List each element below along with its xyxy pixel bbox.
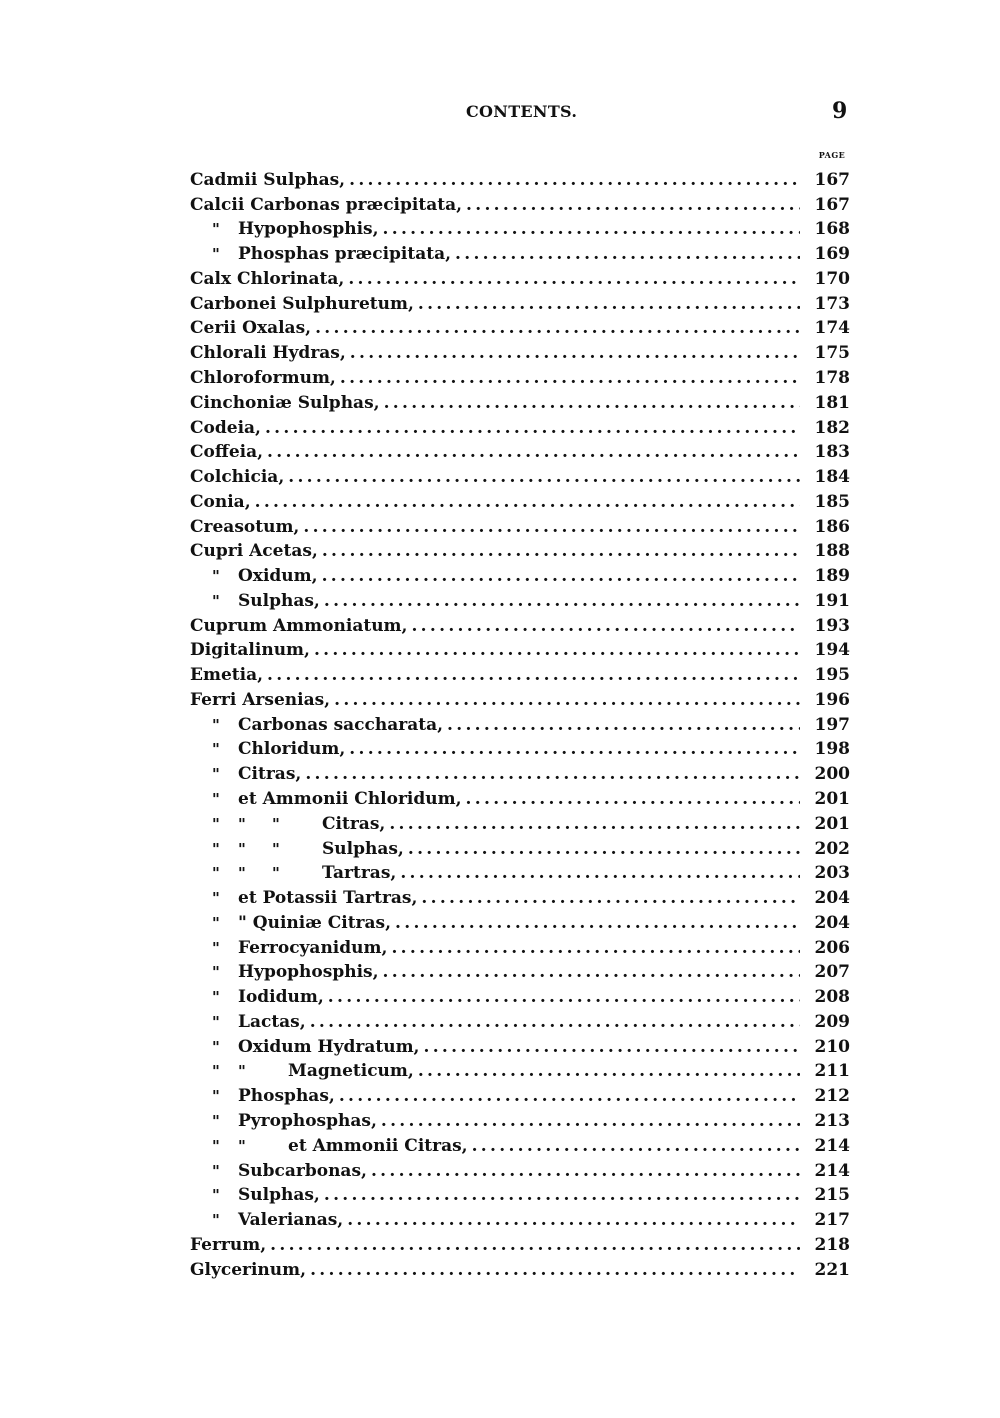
dot-leader (384, 395, 800, 412)
entry-page-number: 167 (814, 194, 850, 215)
contents-entry (190, 1010, 850, 1035)
entry-page-number: 206 (814, 937, 850, 958)
entry-page-number: 182 (814, 417, 850, 438)
entry-page-number: 195 (814, 665, 850, 686)
entry-heading (190, 964, 814, 981)
dot-leader (310, 1014, 800, 1031)
dot-leader (267, 444, 800, 461)
contents-entry (190, 688, 850, 713)
ditto-mark: " (238, 1137, 246, 1155)
entry-title: Subcarbonas, (238, 1162, 367, 1180)
entry-title: Emetia, (190, 667, 264, 685)
ditto-mark: " (212, 1063, 220, 1081)
entry-heading (190, 989, 814, 1006)
entry-page-number: 207 (814, 962, 850, 983)
contents-entry (190, 639, 850, 664)
dot-leader (328, 989, 800, 1006)
entry-title: Pyrophosphas, (238, 1112, 377, 1130)
entry-heading (190, 494, 814, 511)
contents-entry (190, 812, 850, 837)
entry-title: Cupri Acetas, (190, 543, 318, 561)
dot-leader (270, 1237, 800, 1254)
ditto-mark: " (272, 840, 280, 858)
entry-page-number: 218 (814, 1234, 850, 1255)
entry-title: Citras, (322, 815, 386, 833)
ditto-mark: " (212, 766, 220, 784)
entry-title: Glycerinum, (190, 1261, 307, 1279)
entry-title: Carbonas saccharata, (238, 716, 444, 734)
dot-leader (324, 1187, 800, 1204)
entry-page-number: 215 (814, 1185, 850, 1206)
entry-page-number: 202 (814, 838, 850, 859)
contents-entry (190, 366, 850, 391)
ditto-mark: " (272, 815, 280, 833)
dot-leader (347, 1212, 800, 1229)
entry-title: Oxidum Hydratum, (238, 1038, 420, 1056)
entry-heading (190, 1113, 814, 1130)
entry-page-number: 191 (814, 590, 850, 611)
entry-title: Phosphas præcipitata, (238, 246, 452, 264)
entry-page-number: 214 (814, 1135, 850, 1156)
entry-heading (190, 1063, 814, 1080)
dot-leader (466, 197, 800, 214)
dot-leader (418, 1063, 800, 1080)
ditto-mark: " (212, 964, 220, 982)
dot-leader (447, 717, 800, 734)
entry-heading (190, 444, 814, 461)
entry-page-number: 217 (814, 1210, 850, 1231)
dot-leader (348, 271, 800, 288)
page-column-label: PAGE (818, 150, 846, 160)
ditto-mark: " (212, 815, 220, 833)
entry-title: Valerianas, (238, 1212, 344, 1230)
entry-page-number: 204 (814, 888, 850, 909)
ditto-mark: " (212, 989, 220, 1007)
entry-page-number: 181 (814, 392, 850, 413)
entry-title: Tartras, (322, 865, 397, 883)
dot-leader (265, 420, 800, 437)
entry-page-number: 189 (814, 566, 850, 587)
ditto-mark: " (212, 1162, 220, 1180)
page-number: 9 (832, 98, 848, 124)
entry-title: Digitalinum, (190, 642, 310, 660)
entry-heading (190, 271, 814, 288)
entry-heading (190, 890, 814, 907)
dot-leader (400, 865, 800, 882)
entry-heading (190, 345, 814, 362)
entry-title: Phosphas, (238, 1088, 335, 1106)
ditto-mark: " (212, 1013, 220, 1031)
dot-leader (391, 940, 800, 957)
dot-leader (322, 543, 800, 560)
entry-heading (190, 1138, 814, 1155)
contents-entry (190, 168, 850, 193)
entry-title: Chloridum, (238, 741, 346, 759)
entry-heading (190, 1163, 814, 1180)
entry-heading (190, 915, 814, 932)
ditto-mark: " (212, 221, 220, 239)
entry-page-number: 201 (814, 789, 850, 810)
entry-page-number: 198 (814, 739, 850, 760)
entry-title: Creasotum, (190, 518, 300, 536)
entry-heading (190, 1212, 814, 1229)
entry-title: Cerii Oxalas, (190, 320, 312, 338)
entry-page-number: 188 (814, 541, 850, 562)
ditto-mark: " (212, 1038, 220, 1056)
entry-title: et Ammonii Chloridum, (238, 791, 462, 809)
entry-page-number: 214 (814, 1160, 850, 1181)
entry-heading (190, 519, 814, 536)
entry-title: Cuprum Ammoniatum, (190, 617, 408, 635)
entry-heading (190, 172, 814, 189)
dot-leader (350, 345, 800, 362)
ditto-mark: " (212, 1088, 220, 1106)
entry-heading (190, 1237, 814, 1254)
contents-entry (190, 440, 850, 465)
dot-leader (383, 221, 800, 238)
ditto-mark: " (238, 865, 246, 883)
entry-heading (190, 791, 814, 808)
dot-leader (423, 1039, 800, 1056)
dot-leader (324, 593, 800, 610)
entry-page-number: 212 (814, 1086, 850, 1107)
ditto-mark: " (212, 1212, 220, 1230)
contents-list (190, 168, 850, 1282)
entry-title: Coffeia, (190, 444, 264, 462)
contents-entry (190, 1060, 850, 1085)
contents-entry (190, 267, 850, 292)
entry-heading (190, 642, 814, 659)
dot-leader (418, 296, 800, 313)
entry-page-number: 185 (814, 491, 850, 512)
entry-page-number: 210 (814, 1036, 850, 1057)
entry-heading (190, 568, 814, 585)
dot-leader (303, 519, 800, 536)
entry-heading (190, 469, 814, 486)
entry-title: Lactas, (238, 1013, 306, 1031)
contents-entry (190, 861, 850, 886)
dot-leader (314, 642, 800, 659)
contents-entry (190, 589, 850, 614)
entry-heading (190, 618, 814, 635)
contents-entry (190, 787, 850, 812)
ditto-mark: " (212, 1137, 220, 1155)
entry-title: et Potassii Tartras, (238, 890, 418, 908)
entry-heading (190, 221, 814, 238)
entry-title: Calx Chlorinata, (190, 270, 345, 288)
entry-page-number: 167 (814, 169, 850, 190)
entry-heading (190, 1014, 814, 1031)
entry-title: Iodidum, (238, 989, 324, 1007)
contents-entry (190, 1258, 850, 1283)
dot-leader (389, 816, 800, 833)
ditto-mark: " (272, 865, 280, 883)
dot-leader (466, 791, 800, 808)
dot-leader (349, 741, 800, 758)
entry-page-number: 174 (814, 318, 850, 339)
entry-page-number: 200 (814, 764, 850, 785)
entry-heading (190, 420, 814, 437)
entry-title: Cadmii Sulphas, (190, 171, 346, 189)
dot-leader (334, 692, 800, 709)
entry-page-number: 178 (814, 368, 850, 388)
entry-page-number: 194 (814, 640, 850, 661)
dot-leader (395, 915, 800, 932)
ditto-mark: " (212, 791, 220, 809)
entry-title: Ferrocyanidum, (238, 939, 388, 957)
ditto-mark: " (212, 1187, 220, 1205)
entry-page-number: 204 (814, 912, 850, 933)
contents-entry (190, 1109, 850, 1134)
contents-entry (190, 1233, 850, 1258)
entry-heading (190, 320, 814, 337)
dot-leader (255, 494, 800, 511)
contents-entry (190, 193, 850, 218)
contents-entry (190, 416, 850, 441)
entry-title: Hypophosphis, (238, 964, 379, 982)
running-head (0, 100, 1000, 126)
ditto-mark: " (212, 865, 220, 883)
entry-page-number: 173 (814, 293, 850, 314)
contents-entry (190, 985, 850, 1010)
contents-entry (190, 292, 850, 317)
entry-heading (190, 1039, 814, 1056)
ditto-mark: " (212, 246, 220, 264)
entry-heading (190, 741, 814, 758)
ditto-mark: " (212, 592, 220, 610)
entry-page-number: 184 (814, 467, 850, 488)
entry-title: Chlorali Hydras, (190, 345, 346, 363)
dot-leader (349, 172, 800, 189)
contents-entry (190, 1084, 850, 1109)
entry-title: Colchicia, (190, 469, 285, 487)
contents-entry (190, 1035, 850, 1060)
contents-entry (190, 738, 850, 763)
entry-heading (190, 816, 814, 833)
entry-title: Ferrum, (190, 1236, 267, 1254)
entry-title: Citras, (238, 766, 302, 784)
entry-title: Chloroformum, (190, 370, 336, 387)
contents-entry (190, 539, 850, 564)
entry-page-number: 201 (814, 813, 850, 834)
entry-heading (190, 197, 814, 214)
dot-leader (383, 964, 800, 981)
contents-entry (190, 490, 850, 515)
entry-heading (190, 1088, 814, 1105)
entry-title: et Ammonii Citras, (288, 1137, 468, 1155)
contents-entry (190, 713, 850, 738)
entry-page-number: 203 (814, 863, 850, 884)
contents-entry (190, 961, 850, 986)
ditto-mark: " (212, 568, 220, 586)
ditto-mark: " (212, 1112, 220, 1130)
dot-leader (322, 568, 800, 585)
entry-heading (190, 543, 814, 560)
contents-entry (190, 391, 850, 416)
entry-heading (190, 667, 814, 684)
entry-heading (190, 1187, 814, 1204)
entry-page-number: 183 (814, 442, 850, 463)
entry-heading (190, 692, 814, 709)
entry-title: " Quiniæ Citras, (238, 914, 392, 932)
entry-title: Carbonei Sulphuretum, (190, 295, 414, 313)
entry-page-number: 197 (814, 714, 850, 735)
entry-heading (190, 593, 814, 610)
entry-heading (190, 1262, 814, 1279)
entry-heading (190, 841, 814, 858)
contents-entry (190, 317, 850, 342)
dot-leader (339, 1088, 800, 1105)
entry-title: Sulphas, (238, 1187, 320, 1205)
contents-entry (190, 762, 850, 787)
contents-entry (190, 1183, 850, 1208)
dot-leader (305, 766, 800, 783)
contents-entry (190, 564, 850, 589)
entry-title: Codeia, (190, 419, 261, 437)
entry-page-number: 211 (814, 1061, 850, 1082)
contents-entry (190, 911, 850, 936)
entry-page-number: 196 (814, 689, 850, 710)
contents-entry (190, 837, 850, 862)
entry-page-number: 168 (814, 219, 850, 240)
entry-title: Magneticum, (288, 1063, 414, 1081)
dot-leader (408, 841, 800, 858)
entry-page-number: 186 (814, 516, 850, 537)
entry-page-number: 208 (814, 987, 850, 1008)
contents-entry (190, 341, 850, 366)
entry-page-number: 169 (814, 244, 850, 265)
ditto-mark: " (238, 1063, 246, 1081)
entry-title: Sulphas, (238, 592, 320, 610)
entry-heading (190, 766, 814, 783)
contents-entry (190, 242, 850, 267)
entry-heading (190, 395, 814, 412)
entry-title: Ferri Arsenias, (190, 691, 331, 709)
dot-leader (267, 667, 800, 684)
contents-entry (190, 663, 850, 688)
entry-heading (190, 940, 814, 957)
entry-page-number: 221 (814, 1259, 850, 1280)
ditto-mark: " (212, 914, 220, 932)
contents-entry (190, 218, 850, 243)
ditto-mark: " (238, 840, 246, 858)
ditto-mark: " (212, 890, 220, 908)
dot-leader (310, 1262, 800, 1279)
page-title: CONTENTS. (466, 102, 578, 121)
ditto-mark: " (212, 741, 220, 759)
dot-leader (411, 618, 800, 635)
contents-entry (190, 1208, 850, 1233)
ditto-mark: " (212, 840, 220, 858)
entry-heading (190, 370, 814, 387)
entry-title: Hypophosphis, (238, 221, 379, 239)
entry-title: Sulphas, (322, 840, 404, 858)
entry-page-number: 175 (814, 343, 850, 364)
entry-title: Cinchoniæ Sulphas, (190, 394, 380, 412)
ditto-mark: " (212, 716, 220, 734)
entry-heading (190, 865, 814, 882)
dot-leader (340, 370, 800, 387)
ditto-mark: " (238, 815, 246, 833)
entry-heading (190, 717, 814, 734)
dot-leader (288, 469, 800, 486)
contents-entry (190, 515, 850, 540)
entry-title: Oxidum, (238, 568, 318, 586)
entry-title: Conia, (190, 493, 251, 511)
contents-entry (190, 1159, 850, 1184)
contents-entry (190, 614, 850, 639)
dot-leader (472, 1138, 800, 1155)
entry-title: Calcii Carbonas præcipitata, (190, 196, 463, 214)
contents-entry (190, 886, 850, 911)
entry-page-number: 213 (814, 1110, 850, 1131)
ditto-mark: " (212, 939, 220, 957)
entry-page-number: 193 (814, 615, 850, 636)
dot-leader (381, 1113, 800, 1130)
entry-page-number: 170 (814, 268, 850, 289)
contents-entry (190, 465, 850, 490)
contents-entry (190, 1134, 850, 1159)
dot-leader (315, 320, 800, 337)
entry-heading (190, 246, 814, 263)
entry-heading (190, 296, 814, 313)
dot-leader (371, 1163, 800, 1180)
dot-leader (421, 890, 800, 907)
entry-page-number: 209 (814, 1011, 850, 1032)
dot-leader (455, 246, 800, 263)
contents-entry (190, 936, 850, 961)
